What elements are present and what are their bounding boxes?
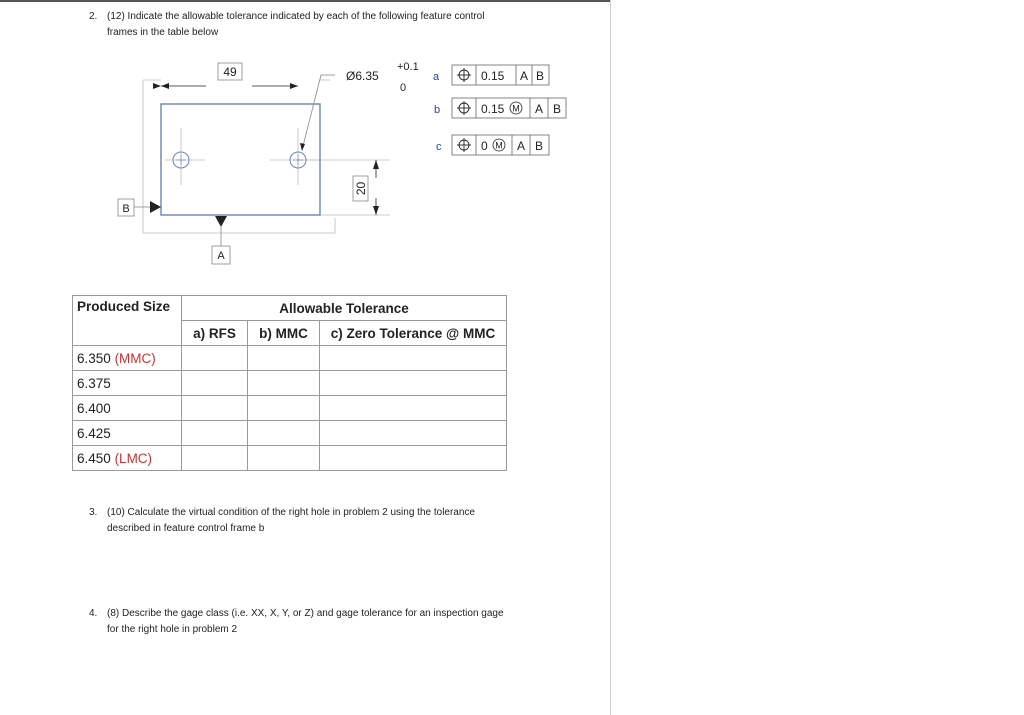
zero-tolerance-cell[interactable] xyxy=(320,396,507,421)
header-allowable-tolerance: Allowable Tolerance xyxy=(182,296,507,321)
mmc-cell[interactable] xyxy=(248,396,320,421)
frame-a-tolerance: 0.15 xyxy=(481,69,505,83)
datum-a-symbol xyxy=(212,216,230,264)
table-row xyxy=(73,346,507,371)
frame-b-datum-1: A xyxy=(534,102,544,116)
size-note: (LMC) xyxy=(114,450,153,466)
height-dimension-value: 20 xyxy=(354,181,368,196)
produced-size-cell xyxy=(73,446,182,471)
question-4-line-1: (8) Describe the gage class (i.e. XX, X, Y, or Z) and gage tolerance for an inspection gage xyxy=(107,608,504,619)
mmc-cell[interactable] xyxy=(248,346,320,371)
table-row xyxy=(73,396,507,421)
frame-c-datum-1: A xyxy=(516,139,526,153)
frame-a-datum-2: B xyxy=(535,69,545,83)
question-2-number: 2. xyxy=(89,11,98,22)
frame-b-modifier: M xyxy=(512,103,520,114)
question-2-line-1: (12) Indicate the allowable tolerance indicated by each of the following feature control xyxy=(107,11,485,22)
zero-tolerance-cell[interactable] xyxy=(320,346,507,371)
question-4-number: 4. xyxy=(89,608,98,619)
question-3-line-1: (10) Calculate the virtual condition of the right hole in problem 2 using the tolerance xyxy=(107,507,475,518)
rfs-cell[interactable] xyxy=(182,421,248,446)
mmc-cell[interactable] xyxy=(248,421,320,446)
question-4 xyxy=(89,606,504,638)
table-header-row xyxy=(73,296,507,321)
tolerance-lower: 0 xyxy=(400,82,407,94)
rfs-cell[interactable] xyxy=(182,346,248,371)
frame-b-datum-2: B xyxy=(552,102,562,116)
datum-b-symbol xyxy=(118,199,161,216)
feature-control-frame-b xyxy=(434,98,566,118)
size-value: 6.450 xyxy=(77,450,111,466)
rfs-cell[interactable] xyxy=(182,371,248,396)
frame-b-tolerance: 0.15 xyxy=(481,102,505,116)
width-dimension-value: 49 xyxy=(223,65,237,79)
mmc-cell[interactable] xyxy=(248,371,320,396)
question-4-line-2: for the right hole in problem 2 xyxy=(107,624,238,635)
header-rfs: a) RFS xyxy=(182,321,248,346)
mmc-cell[interactable] xyxy=(248,446,320,471)
page-right-border xyxy=(610,0,611,715)
feature-control-frame-a xyxy=(433,65,549,85)
table-row xyxy=(73,371,507,396)
datum-a-label: A xyxy=(217,250,225,262)
frame-a-datum-1: A xyxy=(519,69,529,83)
table-row xyxy=(73,421,507,446)
size-value: 6.375 xyxy=(77,375,111,391)
rfs-cell[interactable] xyxy=(182,446,248,471)
question-3-line-2: described in feature control frame b xyxy=(107,523,265,534)
width-dimension xyxy=(161,63,298,89)
header-zero-tolerance: c) Zero Tolerance @ MMC xyxy=(320,321,507,346)
header-produced-size: Produced Size xyxy=(73,296,182,346)
table-row xyxy=(73,446,507,471)
frame-a-label: a xyxy=(433,71,440,83)
question-3-number: 3. xyxy=(89,507,98,518)
hole-leader xyxy=(300,75,335,151)
engineering-drawing xyxy=(0,0,610,290)
produced-size-cell xyxy=(73,371,182,396)
question-3 xyxy=(89,505,475,537)
frame-b-label: b xyxy=(434,104,441,116)
question-2-line-2: frames in the table below xyxy=(107,27,219,38)
zero-tolerance-cell[interactable] xyxy=(320,446,507,471)
frame-c-label: c xyxy=(436,141,442,153)
hole-diameter: Ø6.35 xyxy=(346,69,379,83)
size-value: 6.400 xyxy=(77,400,111,416)
tolerance-table xyxy=(72,295,507,471)
part-outline xyxy=(161,104,320,215)
datum-b-label: B xyxy=(122,203,130,215)
zero-tolerance-cell[interactable] xyxy=(320,371,507,396)
feature-control-frame-c xyxy=(436,135,549,155)
extension-lines xyxy=(143,80,390,233)
height-dimension xyxy=(353,160,379,215)
produced-size-cell xyxy=(73,396,182,421)
frame-c-datum-2: B xyxy=(534,139,544,153)
size-value: 6.350 xyxy=(77,350,111,366)
size-note: (MMC) xyxy=(114,350,156,366)
header-mmc: b) MMC xyxy=(248,321,320,346)
frame-c-tolerance: 0 xyxy=(481,139,488,153)
size-value: 6.425 xyxy=(77,425,111,441)
zero-tolerance-cell[interactable] xyxy=(320,421,507,446)
tolerance-upper: +0.1 xyxy=(397,61,419,73)
produced-size-cell xyxy=(73,421,182,446)
produced-size-cell xyxy=(73,346,182,371)
frame-c-modifier: M xyxy=(495,140,503,151)
rfs-cell[interactable] xyxy=(182,396,248,421)
